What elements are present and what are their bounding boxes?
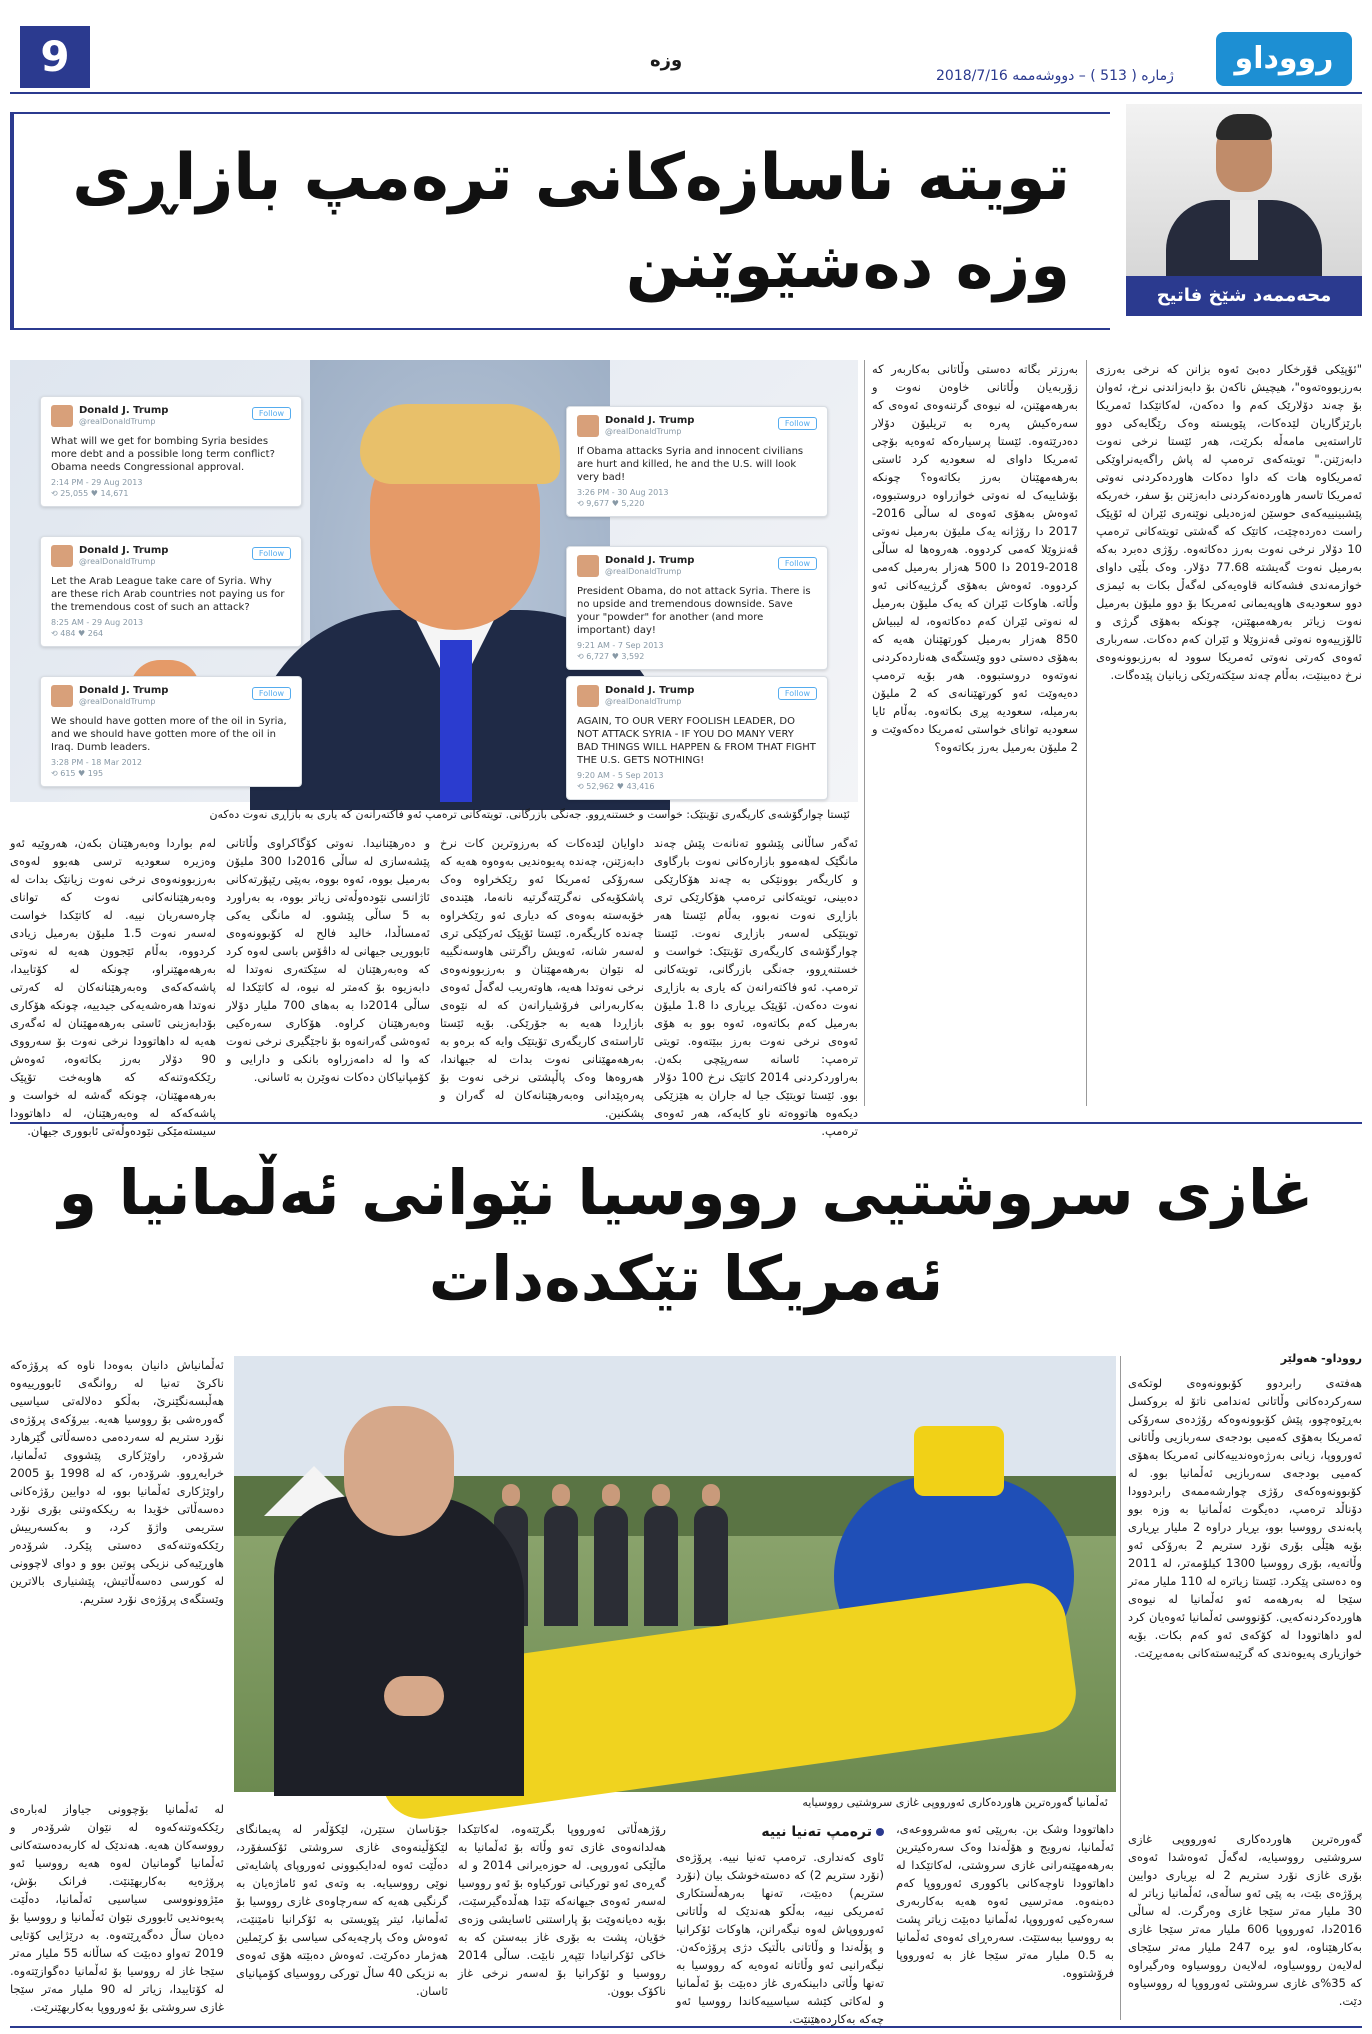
author-photo	[1126, 104, 1362, 276]
article1-column: بەرزتر بگاتە دەستی وڵاتانی بەکاربەر کە زۆربەیان وڵاتانی خاوەن نەوت و بەرهەمهێنن، لە نیوەی گرتنەوەی ئەوەی کە سەرەکیش پەرە بە تریلیۆن دۆلار دەدرێتەوە. ئێستا پرسیارەکە ئەوەیە بۆچی ئەمریکا داوای لە سعودیە کرد ئاستی بەرهەمهێنان بەرز بکاتەوە؟ چونکە بۆشاییەک لە نەوتی خوازراوە دروستبووە، ئەوەش بەهۆی ئەوەی لە ساڵی 2016-2017 دا رۆژانە یەک ملیۆن بەرمیل نەوتی ڤەنزوێلا کەمی کردووە. هەروەها لە ساڵی 2018-2019 دا 500 هەزار بەرمیل کەمی کردووە. ئەوەش بەهۆی گرژییەکانی ئەو وڵاتە. هاوکات ئێران کە یەک ملیۆن بەرمیل لە نەوتی ئێران کەم دەکاتەوە، لە لیبیاش 850 هەزار بەرمیل کورتهێنان هەیە کە بەهۆی دەستی دوو وێستگەی هەناردەکردنی نەوتەوە دروستبووە. هەر بۆیە ترەمپ دەیەوێت ئەو کورتهێنانەی کە 2 ملیۆن بەرمیلە، سعودیە پڕی بکاتەوە. بەڵام ئایا سعودیە توانای خواستی ئەمریکا دەکەوێت و 2 ملیۆن بەرمیل بەرز بکاتەوە؟	[872, 362, 1078, 754]
tweet-stats: ⟲ 615 ♥ 195	[51, 769, 104, 778]
article1-column: داوایان لێدەکات کە بەرزوترین کات نرخ دابەزێنن، چەندە پەیوەندیی بەوەوە هەیە کە سەرۆکی ئەمریکا ئەو رێکخراوە وەک پاشکۆیەکی نەگرێتەگرتیە نانەما، هێندەی خۆبەستە بەوەی کە دیاری ئەو رێکخراوە چەندە کاریگەرە. ئێستا ئۆپێک ئەرکێکی تری لەسەر شانە، ئەویش راگرتنی هاوسەنگییە لە نێوان بەرهەمهێنان و بەرزبوونەوەی نرخی نەوتدا هەیە، هاوتەریب لەگەڵ ئەوەی بەکاربەرانی فرۆشیارانەن کە لە نێوەی بازاڕدا هەیە بە جۆرێکی. بۆیە ئێستا ئاراستەی کاریگەری تۆیتێک وایە کە برەو بە بەرهەمهێنانی نەوت بدات لە جیهاندا، هەروەها وەک پاڵپشتی نرخی نەوت بۆ پەرەپێدانی وەبەرهێنانەکان لە گەران و پشکنین.	[440, 836, 644, 1120]
author-shirt	[1230, 200, 1258, 260]
follow-button: Follow	[252, 547, 291, 560]
tweet-card	[40, 536, 302, 647]
author-hair	[1216, 114, 1272, 140]
tweet-card	[566, 546, 828, 670]
putin-hand	[384, 1676, 444, 1716]
image-person	[644, 1506, 678, 1626]
tweet-card	[566, 676, 828, 800]
article2-headline-line1: غازی سروشتیی رووسیا نێوانی ئەڵمانیا و	[58, 1156, 1314, 1229]
tweet-avatar	[51, 405, 73, 427]
tweet-handle: @realDonaldTrump	[605, 567, 682, 576]
column-divider	[1086, 360, 1087, 1106]
tweet-text: We should have gotten more of the oil in Syria, and we should have gotten more of the oil in Iraq. Dumb leaders.	[51, 716, 287, 753]
tweet-handle: @realDonaldTrump	[79, 417, 156, 426]
column-divider	[1120, 1356, 1121, 2020]
tweet-stats: ⟲ 52,962 ♥ 43,416	[577, 782, 655, 791]
follow-button: Follow	[252, 407, 291, 420]
tweet-handle: @realDonaldTrump	[79, 557, 156, 566]
article1-headline-line2: وزە دەشێوێنن	[625, 229, 1070, 303]
putin-head	[344, 1406, 454, 1536]
pipeline-valve	[914, 1426, 1004, 1496]
tweet-date: 3:26 PM - 30 Aug 2013	[577, 488, 669, 497]
article2-column: لە ئەڵمانیا بۆچوونی جیاواز لەبارەی رێککەوتنەکەوە لە نێوان شرۆدەر و رووسەکان هەیە. هەندێک لە کاربەدەستەکانی ئەڵمانیا گومانیان لەوە هەیە رووسیا ئەو پرۆژەیە بەکاربهێنێت. فرانک بۆش، مێژوونووسی سیاسیی ئەڵمانیا، دەڵێت پەیوەندیی ئابووری نێوان ئەڵمانیا و رووسیا بۆ دەیان ساڵ دەگەڕێتەوە. بە درێژایی کۆتایی 2019 تەواو دەبێت کە ساڵانە 55 ملیار مەتر سێجا غاز لە رووسیا بۆ ئەڵمانیا دەگوازێتەوە. لە کۆتاییدا، زیاتر لە 90 ملیار مەتر سێجا غازی سروشتی بۆ ئەورووپا بەکاربهێنرێت.	[10, 1802, 224, 2014]
tweet-author: Donald J. Trump	[605, 555, 695, 566]
tweet-avatar	[51, 545, 73, 567]
follow-button: Follow	[252, 687, 291, 700]
tweet-card	[40, 396, 302, 507]
article2-column: ئاوی کەنداری. ترەمپ تەنیا نییە. پرۆژەی (نۆرد ستریم 2) کە دەستەخوشک بیان (نۆرد ستریم) دەبێت، تەنها بەرهەڵستکاری ئەمریکی نییە، بەڵکو هەندێک لە وڵاتانی ئەورووپاش لەوە نیگەرانن، هاوکات ئۆکرانیا و پۆڵەندا و وڵاتانی باڵتیک دژی پرۆژەکەن. نیگەرانیی ئەو وڵاتانە ئەوەیە کە رووسیا بە تەنها وڵاتی دابینکەری غاز دەبێت بۆ ئەڵمانیا و لەکاتی کێشە سیاسییەکاندا رووسیا ئەو چەکە بەکاردەهێنێت.	[676, 1850, 884, 2026]
article2-column: رۆژهەڵاتی ئەورووپا بگرێتەوە، لەکاتێکدا هەلدانەوەی غازی تەو وڵاتە بۆ ئەڵمانیا بە ماڵێکی ئەوروپی. لە حوزەیرانی 2014 و لە گەڕەی ئەو تورکیانی تورکیاوە بۆ ئەو رووسیا لەسەر ئەوەی جیهانەکە تێدا هەڵدەگیرسێت، بۆیە دەیانەوێت بۆ پاراستنی ئاسایشی وزەی خۆیان، پشت بە بۆری غاز ببەستن کە بە خاکی ئۆکرانیادا تێپەڕ نابێت. ساڵی 2014 رووسیا و ئۆکرانیا بۆ لەسەر نرخی غاز ناکۆک بوون.	[458, 1822, 666, 1998]
tweet-stats: ⟲ 9,677 ♥ 5,220	[577, 499, 645, 508]
article1-image-caption: ئێستا چوارگۆشەی کاریگەری تۆیتێک: خواست و خستنەڕوو. جەنگی بازرگانی. تویتەکانی ترەمپ ئەو فاکتەرانەن کە یاری بە بازاڕی نەوت دەکەن	[209, 808, 850, 821]
article2-column: داهاتوودا وشک بن. بەرپێی ئەو مەشرووعەی، ئەڵمانیا، نەرویج و هۆڵەندا وەک سەرەکیترین بەرهەمهێنەرانی غازی سروشتی، لەکاتێکدا لە داهاتوودا ناوچەکانی باکووری ئەورووپا کەم دەبنەوە. مەترسیی ئەوە هەیە بەکاربەری سەرەکیی ئەورووپا، ئەڵمانیا دەبێت زیاتر پشت بە رووسیا ببەستێت. سەرەڕای ئەوەی ئەڵمانیا بە 0.5 ملیار مەتر سێجا غاز بە ئەورووپا فرۆشتووە.	[896, 1822, 1114, 1980]
article1-column: "ئۆپێکی قۆرخکار دەبێ ئەوە بزانن کە نرخی بەرزی بەرزبووەتەوە"، هیچیش ناکەن بۆ دابەزاندنی نرخ، ئەوان بۆ چەند دۆلارێک کەم وا دەکەن، لەکاتێکدا ئەمریکا بارێزگاریان لێدەکات، پێویستە وەک رێگایەکی دوو ئاراستەیی مامەڵە بکرێت، هەر ئێستا نرخی نەوت دابەزێنن." تویتەکەی ترەمپ لە پاش راگەیەنراوێکی ئەمریکاوە هات کە داوا دەکات هاوردەکردنی نەوتی ئەمریکا تاسەر هاوردەنەکردنی دابەزێنن بۆ سفر، خەریکە پێشبینییەکەی حوسێن لەزەدیلی نوێنەری ئێران لە ئۆپێک راست دەردەچێت، کاتێک کە گەشتی تویتەکانی ترەمپ 10 دۆلار نرخی نەوت بەرز دەکاتەوە. رۆژی دەبرد بەکە بەرمیل نەوت گەیشتە 77.68 دۆلار. وەک بڵێی داوای خوازمەندی فشەکانە قاوەیەکی لەگەڵ بکات بە ئیمزی دوو سعودیەی هاوپەیمانی ئەمریکا بۆ دوو ملیۆن بەرمیل نەوت زیاتر بەرهەمبهێنن، چونکە بەهۆی گرژی و ئالۆزییەوە نەوتی ڤەنزوێلا و ئێران کەم دەکات. سەرباری ئەوەی کەرتی نەوتی ئەمریکا سوود لە بەرزبوونەوەی نرخ دەبینێت، بەڵام چەند سێکتەرێکی زیانیان پێدەگات.	[1096, 362, 1362, 682]
page-header	[10, 10, 1362, 90]
tweet-card	[40, 676, 302, 787]
tweet-date: 9:21 AM - 7 Sep 2013	[577, 641, 664, 650]
tweet-stats: ⟲ 6,727 ♥ 3,592	[577, 652, 645, 661]
image-person	[544, 1506, 578, 1626]
article2-column: جۆناسان ستێرن، لێکۆڵەر لە پەیمانگای لێکۆڵینەوەی غازی سروشتی ئۆکسفۆرد، دەڵێت ئەوە لەدایکبوونی ئەوروپای پاشایەتی نوێی رووسیایە. بە وتەی ئەو ئاماژەیان بە گرنگیی هەیە کە سەرچاوەی غازی رووسیا بۆ ئەڵمانیا، ئیتر پێویستی بە ئۆکرانیا نامێنێت، ئەوەش وەک پارچەیەکی سیاسی بۆ کرێملین هەژمار دەکرێت. ئەوەش دەبێتە هۆی ئەوەی بە نزیکی 40 ساڵ تورکی رووسیای کۆمپانیای ئاسان.	[236, 1822, 448, 1998]
tweet-author: Donald J. Trump	[79, 405, 169, 416]
follow-button: Follow	[778, 687, 817, 700]
trump-tie	[440, 640, 472, 802]
header-divider	[10, 92, 1362, 94]
tweet-date: 2:14 PM - 29 Aug 2013	[51, 478, 143, 487]
rudaw-logo: رووداو	[1216, 32, 1352, 86]
tweet-text: President Obama, do not attack Syria. There is no upside and tremendous downside. Save your "powder" for another (and more important) day!	[577, 586, 811, 636]
section-name: وزە	[650, 50, 683, 71]
tweet-text: Let the Arab League take care of Syria. Why are these rich Arab countries not paying us for the tremendous cost of such an attack?	[51, 576, 285, 613]
tweet-avatar	[577, 415, 599, 437]
bullet-dot	[876, 1828, 884, 1836]
author-name: محەممەد شێخ فاتیح	[1126, 276, 1362, 316]
tweet-date: 9:20 AM - 5 Sep 2013	[577, 771, 664, 780]
column-divider	[864, 360, 865, 1106]
putin-pipeline-image	[234, 1356, 1116, 1792]
article2-column: ئەڵمانیاش دانیان بەوەدا ناوە کە پرۆژەکە ناکرێ تەنیا لە روانگەی ئابوورییەوە هەڵبسەنگێنرێ، بەڵکو دەلالەتی سیاسیی گەورەشی بۆ رووسیا هەیە. بیرۆکەی پرۆژەی نۆرد ستریم لە سەردەمی دەسەڵاتی گێرهارد شرۆدەر، راوێژکاری پێشووی ئەڵمانیا، خرایەڕوو. شرۆدەر، کە لە 1998 بۆ 2005 راوێژکاری ئەڵمانیا بوو، لە دوایین رۆژەکانی دەسەڵاتی خۆیدا بە ریککەوتنی بۆری نۆرد ستریمی واژۆ کرد، و بەکسەرییش رێککەوتنەکەی دەستی پێکرد. شرۆدەر هاوڕێیەکی نزیکی پوتین بوو و دوای لاچوونی لە کورسی دەسەڵاتیش، پێشنیاری بالاترین وێستگەی پرۆژەی نۆرد ستریم.	[10, 1358, 224, 1606]
tweet-avatar	[51, 685, 73, 707]
article1-headline	[10, 112, 1110, 330]
article2-headline-line2: ئەمریکا تێکدەدات	[428, 1242, 944, 1315]
tweet-author: Donald J. Trump	[79, 685, 169, 696]
article2-image-caption: ئەڵمانیا گەورەترین هاوردەکاری ئەورووپی غازی سروشتیی رووسیایە	[802, 1796, 1108, 1809]
article1-headline-line1: تویتە ناسازەکانی ترەمپ بازاڕی	[72, 141, 1070, 215]
tweet-text: If Obama attacks Syria and innocent civilians are hurt and killed, he and the U.S. will look very bad!	[577, 446, 804, 483]
article2-byline: رووداو- هەولێر	[1280, 1352, 1362, 1365]
tweet-text: What will we get for bombing Syria besides more debt and a possible long term conflict? Obama needs Congressional approval.	[51, 436, 275, 473]
tweet-handle: @realDonaldTrump	[79, 697, 156, 706]
tweet-avatar	[577, 555, 599, 577]
tweet-author: Donald J. Trump	[79, 545, 169, 556]
tweet-handle: @realDonaldTrump	[605, 427, 682, 436]
article1-column: ئەگەر ساڵانی پێشوو تەنانەت پێش چەند مانگێک لەهەموو بازارەکانی نەوت بارگاوی و کاریگەر بوونێکی بە چەند هۆکارێکی دەبینی، تویتەکانی ترەمپ هۆکارێکی تری بازاڕی نەوت نەبوو، بەڵام ئێستا هەر تویتێکی لەسەر بازاڕی نەوت. ئێستا چوارگۆشەی کاریگەری تۆیتێک: خواست و خستنەڕوو، جەنگی بازرگانی، تویتەکانی ترەمپ. ئەو فاکتەرانەن کە یاری بە بازاڕی نەوت دەکەن. ئۆپێک بڕیاری دا 1.8 ملیۆن بەرمیل کەم بکاتەوە، ئەوە بوو بە هۆی ئەوەی نرخی نەوت بەرز ببێتەوە. تویتی ترەمپ: ئاسانە سەرپێچی بکەن. بەراوردکردنی 2014 کاتێک نرخ 100 دۆلار بوو. ئێستا تویتێک جیا لە جاران بە هێزێکی دیکەوە هاتووەتە ناو کایەکە، هەر ئەوەی ترەمپ.	[654, 836, 858, 1138]
subhead-text: ترەمپ تەنیا نییە	[761, 1824, 872, 1840]
tweet-stats: ⟲ 484 ♥ 264	[51, 629, 104, 638]
article1-column: لەم بواردا وەبەرهێنان بکەن، هەروێیە ئەو وەزیرە سعودیە ترسی هەبوو لەوەی بەرزبوونەوەی نرخی نەوت زیانێک بدات لە وەبەرهێنانەکانی نەوت کە توانای چارەسەریان نییە. لە کاتێکدا خواست لەسەر نەوت 1.5 ملیۆن بەرمیل زیادی کردووە، بەڵام ئێجوون هەیە لە نەوتی بەرهەمهێنراو، چونکە لە کۆتاییدا، پاشەکەکەی وەبەرهێنانەکان لە کەرتی نەوتدا هەرەشەیەکی جیدییە، چونکە هۆکاری بۆدابەزینی ئاستی بەرهەمهێنان لە ئەگەری هەیە لە داهاتوودا نرخی نەوت بۆ سەرووی 90 دۆلار بەرز بکاتەوە، ئەوەش رێککەوتنەکە کە هاوبەخت تۆپێک بەرهەمهێنان، چونکە گەشە لە خواست و پاشەکەکە لە وەبەرهێنان، لە داهاتوودا سیستەمێکی نێودەوڵەتی ئابووری جیهان.	[10, 836, 216, 1138]
issue-line: ژمارە ( 513 ) – دووشەممە 2018/7/16	[936, 68, 1174, 84]
article2-column: هەفتەی رابردوو کۆبوونەوەی لوتکەی سەرکردەکانی وڵاتانی ئەندامی ناتۆ لە بروکسل بەڕێوەچوو، پێش کۆبوونەوەکە رۆژدەی سەرۆکی ئەمریکا بەهۆی کەمیی بودجەی سەربازیی وڵاتانی ئەورووپا، زیانی بەرژەوەندییەکانی ئەمریکا بەهۆی کەمیی بودجەی سەربازیی ئەڵمانیا بوو. لە کۆبوونەوەکەی رۆژی چوارشەممەی رابردوودا دۆناڵد ترەمپ، دەیگوت ئەڵمانیا بە وزە بوو پابەندی رووسیا بوو، بڕیار دراوە 2 ملیار بڕیاری بۆیە هێڵی بۆری نۆرد ستریم 2 بەرۆکی ئەو وڵاتەیە، بۆری رووسیا 1300 کیلۆمەتر، لە 2011 وە دەستی پێکرد. ئێستا زیاترە لە 110 ملیار مەتر سێجا لە بەرهەمە ئەو ئەڵمانیا لە نیوەی هاوردەکردنەکەیی. کۆنووسی ئەڵمانیا ئەوەیان کرد لەو داهاتوودا لە کۆکەی ئەو کەم بکات. بۆیە خوازیاری پەیوەندی کە گرێبەستەکانی بەمەبڕێت.	[1128, 1376, 1363, 1660]
article2-subhead	[724, 1824, 884, 1840]
article1-column: و دەرهێنانیدا. نەوتی کۆگاکراوی وڵاتانی پێشەسازی لە ساڵی 2016دا 300 ملیۆن بەرمیل بووە، ئەوە بووە، بەپێی رێپۆرتەکانی ئاژانسی نێودەوڵەتی زیاتر بووە، بە بەراورد بە 5 ساڵی پێشوو. لە مانگی یەکی ئەمساڵدا، خالید فالح لە کۆبوونەوەی ئابووریی جیهانی لە داڤۆس باسی لەوە کرد کە وەبەرهێنان لە سێکتەری نەوتدا لە دابەزیوە بۆ کەمتر لە نیوە، لە کاتێکدا لە ساڵی 2014دا بە بەهای 700 ملیار دۆلار وەبەرهێنان کراوە. هۆکاری سەرەکیی ئەوەشی گەرانەوە بۆ ناجێگیری نرخی نەوت کە وا لە دامەزراوە بانکی و دارایی و کۆمپانیاکان دەکات نەوێرن بە ئاسانی.	[226, 836, 430, 1084]
tweet-author: Donald J. Trump	[605, 685, 695, 696]
tweet-date: 3:28 PM - 18 Mar 2012	[51, 758, 142, 767]
tweet-avatar	[577, 685, 599, 707]
trump-hair	[360, 404, 560, 484]
trump-tweets-image	[10, 360, 858, 802]
article2-headline	[10, 1150, 1362, 1330]
article2-column: گەورەترین هاوردەکاری ئەورووپی غازی سروشتیی رووسیایە، لەگەڵ ئەوەشدا ئەوەی بۆری غازی نۆرد ستریم 2 لە بڕیاری دوایین پرۆژەی بێت، بە پێی ئەو ساڵەی، ئەڵمانیا زیاتر لە 30 ملیار مەتر سێجا غازی وەرگرت. لە ساڵی 2016دا، ئەورووپا 606 ملیار مەتر سێجا غازی بەکارهێناوە، لەو بڕە 247 ملیار مەتر سێجای لەلایەن رووسیاوە، لەلایەن رووسیاوە وەرگیراوە کە 35%ی غازی سروشتی ئەورووپا لە رووسیاوە دێت.	[1128, 1832, 1362, 2008]
follow-button: Follow	[778, 557, 817, 570]
putin-body	[274, 1496, 524, 1796]
tweet-text: AGAIN, TO OUR VERY FOOLISH LEADER, DO NOT ATTACK SYRIA - IF YOU DO MANY VERY BAD THINGS WILL HAPPEN & FROM THAT FIGHT THE U.S. GETS NOTHING!	[577, 716, 816, 766]
tweet-author: Donald J. Trump	[605, 415, 695, 426]
tweet-card	[566, 406, 828, 517]
image-person	[694, 1506, 728, 1626]
page-bottom-rule	[10, 2026, 1362, 2028]
image-person	[594, 1506, 628, 1626]
tweet-stats: ⟲ 25,055 ♥ 14,671	[51, 489, 129, 498]
follow-button: Follow	[778, 417, 817, 430]
tweet-handle: @realDonaldTrump	[605, 697, 682, 706]
page-number: 9	[20, 26, 90, 88]
tweet-date: 8:25 AM - 29 Aug 2013	[51, 618, 144, 627]
article-divider	[10, 1122, 1362, 1124]
